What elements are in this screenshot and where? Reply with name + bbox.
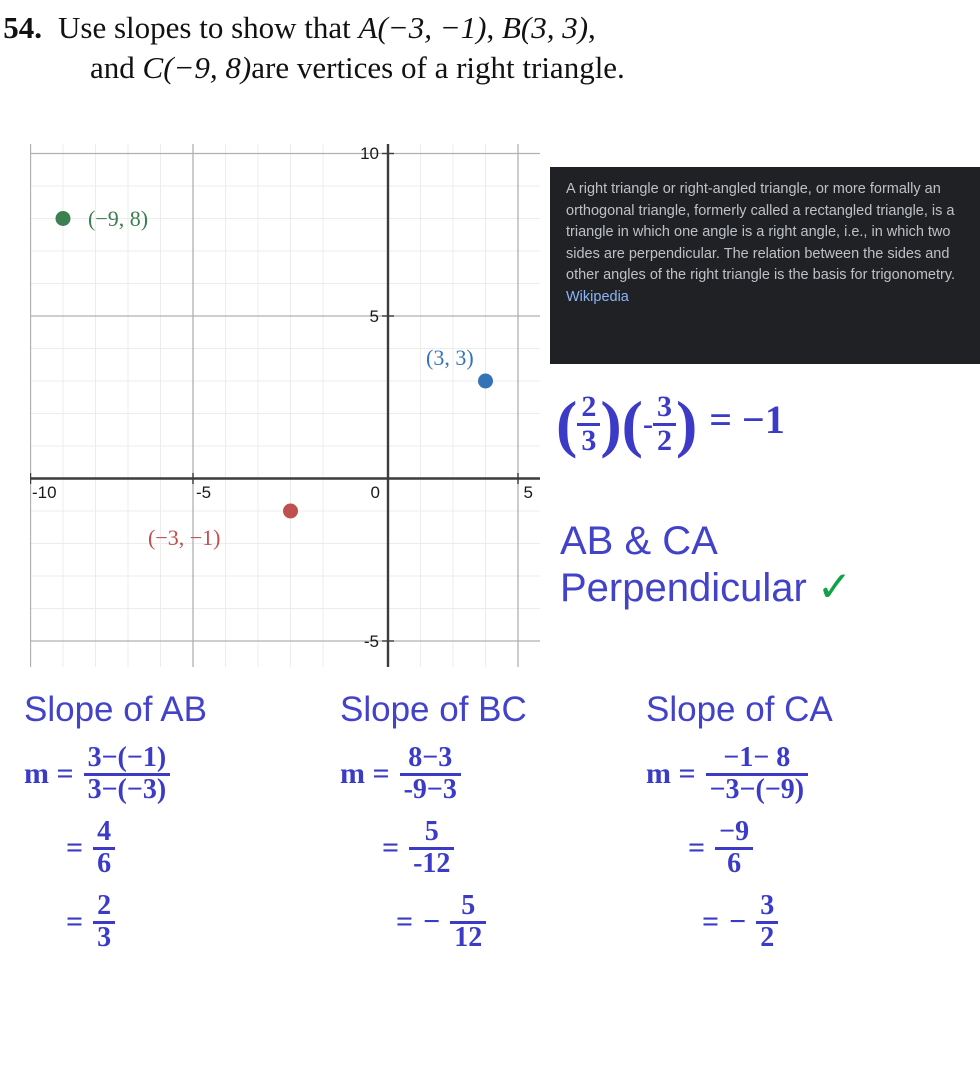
data-point-c[interactable] — [56, 211, 71, 226]
fraction-three-halves — [653, 392, 676, 456]
slope-bc-sign-3: − — [423, 905, 441, 939]
slope-ca-denominator-2: 6 — [715, 847, 753, 879]
slope-bc-denominator: -9−3 — [400, 773, 461, 805]
slope-ab-title: Slope of AB — [24, 690, 207, 729]
problem-line-1 — [0, 8, 980, 48]
slope-bc-lead: m = — [340, 757, 390, 791]
slope-bc-title: Slope of BC — [340, 690, 527, 729]
problem-text-suffix: are vertices of a right triangle. — [251, 50, 625, 86]
product-equation — [556, 387, 785, 459]
conclusion-line-1: AB & CA — [560, 519, 718, 563]
slope-ca-step-2 — [646, 818, 833, 878]
fraction-numerator: 3 — [656, 390, 672, 423]
slope-ca-denominator-3: 2 — [756, 921, 778, 953]
data-point-a-label: (−3, −1) — [148, 525, 221, 550]
equals-negative-one: = −1 — [709, 397, 785, 443]
slope-ab-fraction-2 — [93, 818, 115, 878]
fraction-numerator: 2 — [581, 390, 597, 423]
slope-ca-lead: m = — [646, 757, 696, 791]
knowledge-panel-body: A right triangle or right-angled triangle, or more formally an orthogonal triangle, formerly called a rectangled triangle, is a triangle in which one angle is a right angle, i.e., in which two sides are perpendicular. The relation between the sides and other angles of the right triangle is the basis for trigonometry. — [566, 181, 956, 283]
slope-ab-denominator-3: 3 — [93, 921, 115, 953]
knowledge-panel-tooltip — [550, 167, 980, 364]
wikipedia-link[interactable]: Wikipedia — [566, 288, 629, 305]
slope-bc-step-2 — [340, 818, 527, 878]
slope-ca-numerator: −1− 8 — [723, 742, 791, 773]
slope-ab-denominator: 3−(−3) — [84, 773, 171, 805]
slope-bc-fraction — [400, 744, 461, 804]
slope-ab-numerator-2: 4 — [97, 816, 112, 848]
slope-ca-step-1 — [646, 744, 833, 804]
slope-bc-denominator-3: 12 — [450, 921, 486, 953]
slope-ca-fraction — [706, 744, 809, 804]
slope-ab-numerator: 3−(−1) — [87, 742, 167, 773]
equals-sign: = — [396, 905, 414, 939]
point-b-expression: B(3, 3) — [501, 10, 589, 45]
open-paren-1: ( — [556, 387, 578, 459]
conclusion-line-2-wrap — [560, 564, 852, 611]
point-c-expression: C(−9, 8) — [142, 50, 252, 86]
data-point-a[interactable] — [283, 504, 298, 519]
x-tick-label-0: -10 — [32, 483, 57, 502]
slope-bc-fraction-3 — [450, 892, 486, 952]
y-tick-label-5: 5 — [369, 307, 379, 326]
slope-bc-denominator-2: -12 — [409, 847, 454, 879]
slope-ca-title: Slope of CA — [646, 690, 833, 729]
fraction-denominator: 3 — [577, 423, 600, 457]
slope-ab-lead: m = — [24, 757, 74, 791]
x-tick-label-2: 0 — [370, 483, 380, 502]
data-point-b[interactable] — [478, 374, 493, 389]
slope-ca-fraction-3 — [756, 892, 778, 952]
slope-bc-numerator: 8−3 — [408, 742, 453, 773]
coordinate-graph[interactable] — [30, 144, 540, 667]
point-a-expression: A(−3, −1) — [358, 10, 487, 45]
slope-ca-fraction-2 — [715, 818, 753, 878]
problem-number: 54. — [3, 10, 42, 45]
slope-ca-numerator-2: −9 — [719, 816, 750, 848]
slope-ab-fraction-3 — [93, 892, 115, 952]
conclusion-note — [560, 518, 852, 611]
slope-ab-column — [24, 690, 207, 966]
checkmark-icon: ✓ — [816, 563, 853, 610]
fraction-denominator: 2 — [653, 423, 676, 457]
slope-ca-sign-3: − — [729, 905, 747, 939]
slope-bc-step-1 — [340, 744, 527, 804]
slope-bc-numerator-3: 5 — [461, 890, 476, 922]
slope-bc-step-3 — [340, 892, 527, 952]
slope-ca-step-3 — [646, 892, 833, 952]
slope-ab-step-3 — [24, 892, 207, 952]
open-paren-2: ( — [621, 387, 643, 459]
slope-ab-step-2 — [24, 818, 207, 878]
data-point-b-label: (3, 3) — [426, 345, 474, 370]
separator-1: , — [486, 10, 502, 45]
data-point-c-label: (−9, 8) — [88, 206, 149, 231]
slope-ca-column — [646, 690, 833, 966]
knowledge-panel-text — [566, 179, 964, 308]
problem-text-prefix: Use slopes to show that — [58, 10, 359, 45]
problem-text-and: and — [90, 50, 143, 86]
problem-statement — [0, 8, 980, 89]
conclusion-line-2: Perpendicular — [560, 566, 807, 610]
slope-ab-fraction — [84, 744, 171, 804]
slope-ab-step-1 — [24, 744, 207, 804]
slope-ab-numerator-3: 2 — [97, 890, 112, 922]
close-paren-2: ) — [675, 387, 698, 459]
equals-sign: = — [702, 905, 720, 939]
y-tick-label-neg5: -5 — [363, 632, 379, 651]
negative-sign: - — [642, 407, 653, 441]
equals-sign: = — [66, 831, 84, 865]
x-tick-label-3: 5 — [523, 483, 533, 502]
slope-ab-denominator-2: 6 — [93, 847, 115, 879]
equals-sign: = — [688, 831, 706, 865]
slope-bc-numerator-2: 5 — [424, 816, 439, 848]
slope-bc-column — [340, 690, 527, 966]
y-tick-label-10: 10 — [360, 144, 379, 163]
slope-ca-denominator: −3−(−9) — [706, 773, 809, 805]
slope-ca-numerator-3: 3 — [760, 890, 775, 922]
problem-line-2 — [0, 48, 980, 88]
equals-sign: = — [382, 831, 400, 865]
equals-sign: = — [66, 905, 84, 939]
separator-2: , — [588, 10, 596, 45]
close-paren-1: ) — [600, 387, 622, 459]
x-tick-label-1: -5 — [196, 483, 212, 502]
slope-bc-fraction-2 — [409, 818, 454, 878]
fraction-two-thirds — [577, 392, 600, 456]
